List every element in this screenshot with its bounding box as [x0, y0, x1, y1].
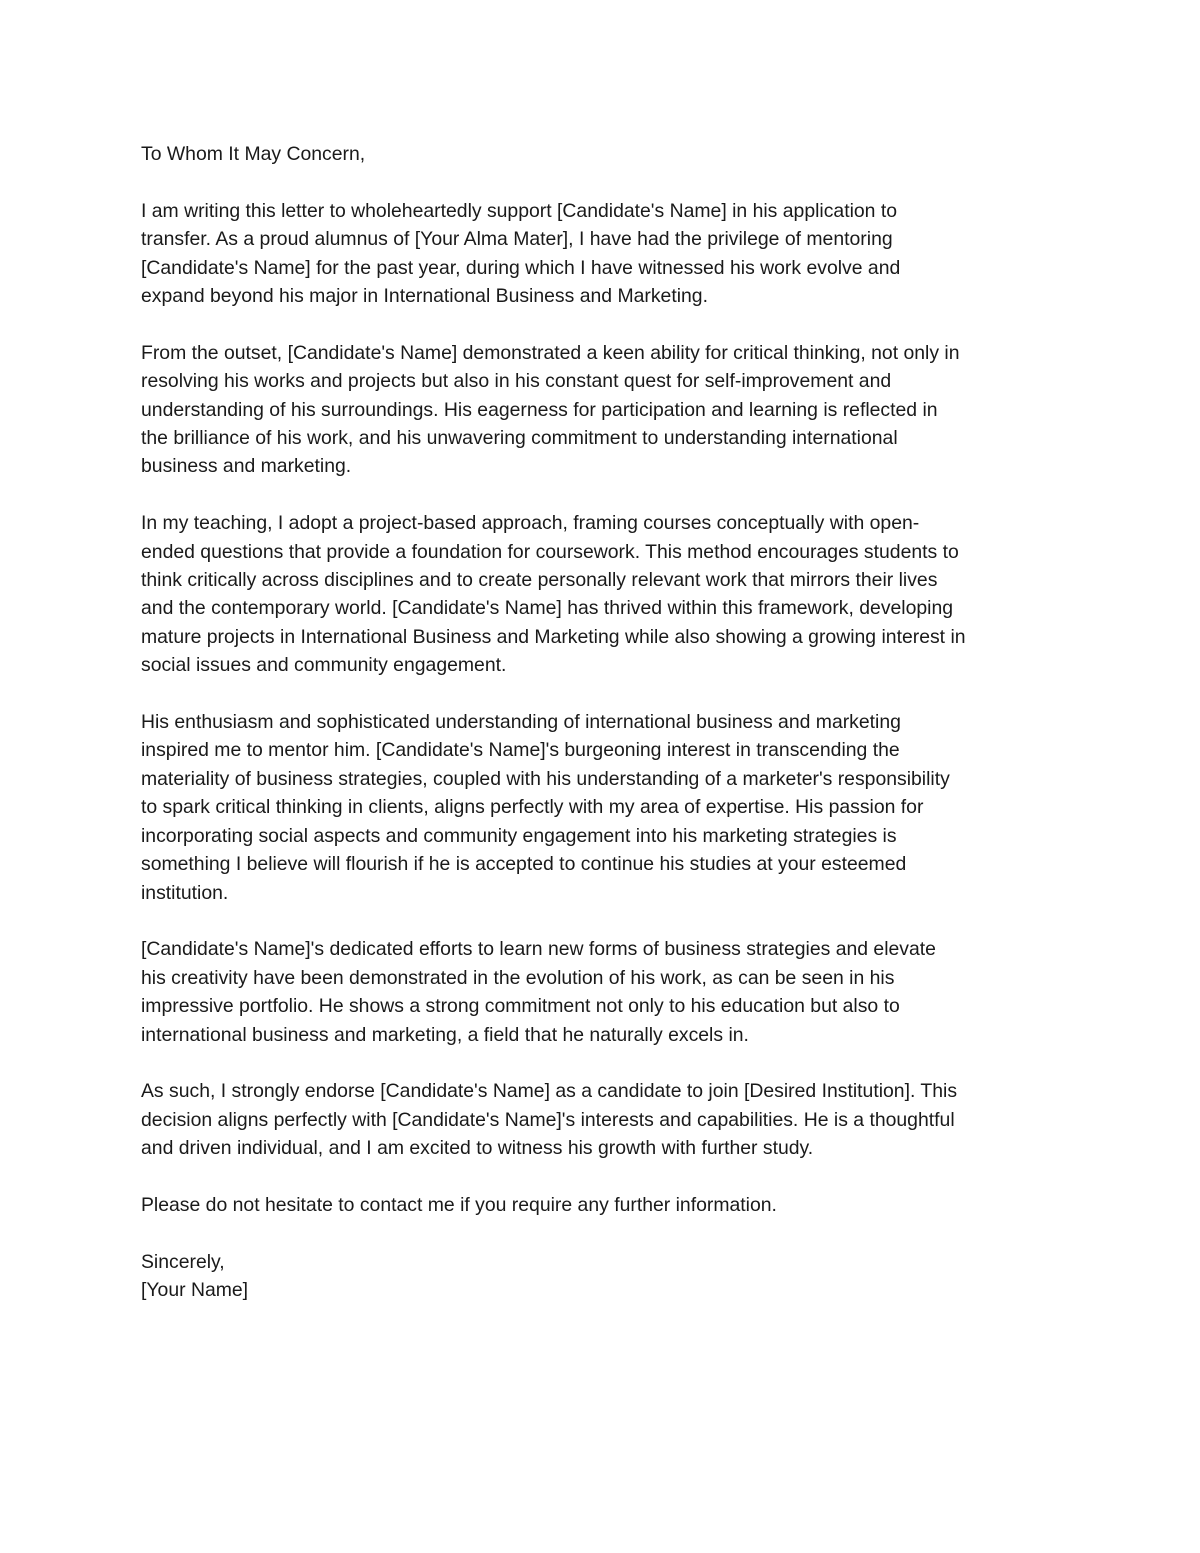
paragraph-line: resolving his works and projects but also in his constant quest for self-improvement and — [141, 370, 892, 393]
paragraph-line: materiality of business strategies, coupled with his understanding of a marketer's responsibility — [141, 767, 950, 790]
salutation — [141, 140, 1066, 168]
paragraph-line: From the outset, [Candidate's Name] demonstrated a keen ability for critical thinking, not only in — [141, 341, 960, 364]
closing-text: Sincerely, — [141, 1250, 225, 1273]
paragraph-4 — [141, 708, 1066, 907]
paragraph-line: and driven individual, and I am excited to witness his growth with further study. — [141, 1137, 814, 1160]
paragraph-line: I am writing this letter to wholeheartedly support [Candidate's Name] in his application to — [141, 199, 898, 222]
paragraph-line: understanding of his surroundings. His eagerness for participation and learning is reflected in — [141, 398, 938, 421]
paragraph-3 — [141, 509, 1066, 679]
paragraph-7 — [141, 1191, 1066, 1219]
paragraph-line: think critically across disciplines and to create personally relevant work that mirrors their lives — [141, 569, 938, 592]
paragraph-line: impressive portfolio. He shows a strong commitment not only to his education but also to — [141, 995, 900, 1018]
paragraph-line: inspired me to mentor him. [Candidate's Name]'s burgeoning interest in transcending the — [141, 739, 900, 762]
paragraph-line: His enthusiasm and sophisticated understanding of international business and marketing — [141, 711, 901, 734]
paragraph-5 — [141, 935, 1066, 1049]
paragraph-line: mature projects in International Business and Marketing while also showing a growing interest in — [141, 625, 966, 648]
paragraph-line: Please do not hesitate to contact me if you require any further information. — [141, 1193, 777, 1216]
paragraph-line: international business and marketing, a field that he naturally excels in. — [141, 1023, 749, 1046]
signature-name: [Your Name] — [141, 1279, 249, 1302]
sign-off — [141, 1248, 1066, 1305]
paragraph-6 — [141, 1077, 1066, 1162]
paragraph-line: expand beyond his major in International Business and Marketing. — [141, 285, 708, 308]
paragraph-line: In my teaching, I adopt a project-based approach, framing courses conceptually with open- — [141, 512, 920, 535]
paragraph-line: decision aligns perfectly with [Candidate's Name]'s interests and capabilities. He is a thoughtful — [141, 1108, 955, 1131]
paragraph-line: ended questions that provide a foundation for coursework. This method encourages students to — [141, 540, 959, 563]
paragraph-line: the brilliance of his work, and his unwavering commitment to understanding international — [141, 427, 898, 450]
paragraph-1 — [141, 197, 1066, 311]
paragraph-line: to spark critical thinking in clients, aligns perfectly with my area of expertise. His passion for — [141, 796, 924, 819]
paragraph-line: [Candidate's Name]'s dedicated efforts to learn new forms of business strategies and elevate — [141, 938, 936, 961]
letter-body — [141, 140, 1066, 1333]
paragraph-line: [Candidate's Name] for the past year, during which I have witnessed his work evolve and — [141, 256, 901, 279]
paragraph-line: institution. — [141, 881, 229, 904]
paragraph-line: As such, I strongly endorse [Candidate's Name] as a candidate to join [Desired Institution]. This — [141, 1080, 958, 1103]
paragraph-line: and the contemporary world. [Candidate's Name] has thrived within this framework, developing — [141, 597, 954, 620]
paragraph-2 — [141, 339, 1066, 481]
paragraph-line: his creativity have been demonstrated in the evolution of his work, as can be seen in his — [141, 966, 895, 989]
paragraph-line: transfer. As a proud alumnus of [Your Alma Mater], I have had the privilege of mentoring — [141, 228, 893, 251]
paragraph-line: business and marketing. — [141, 455, 352, 478]
paragraph-line: social issues and community engagement. — [141, 654, 507, 677]
salutation-text: To Whom It May Concern, — [141, 143, 366, 165]
paragraph-line: incorporating social aspects and community engagement into his marketing strategies is — [141, 824, 897, 847]
paragraph-line: something I believe will flourish if he is accepted to continue his studies at your esteemed — [141, 853, 907, 876]
